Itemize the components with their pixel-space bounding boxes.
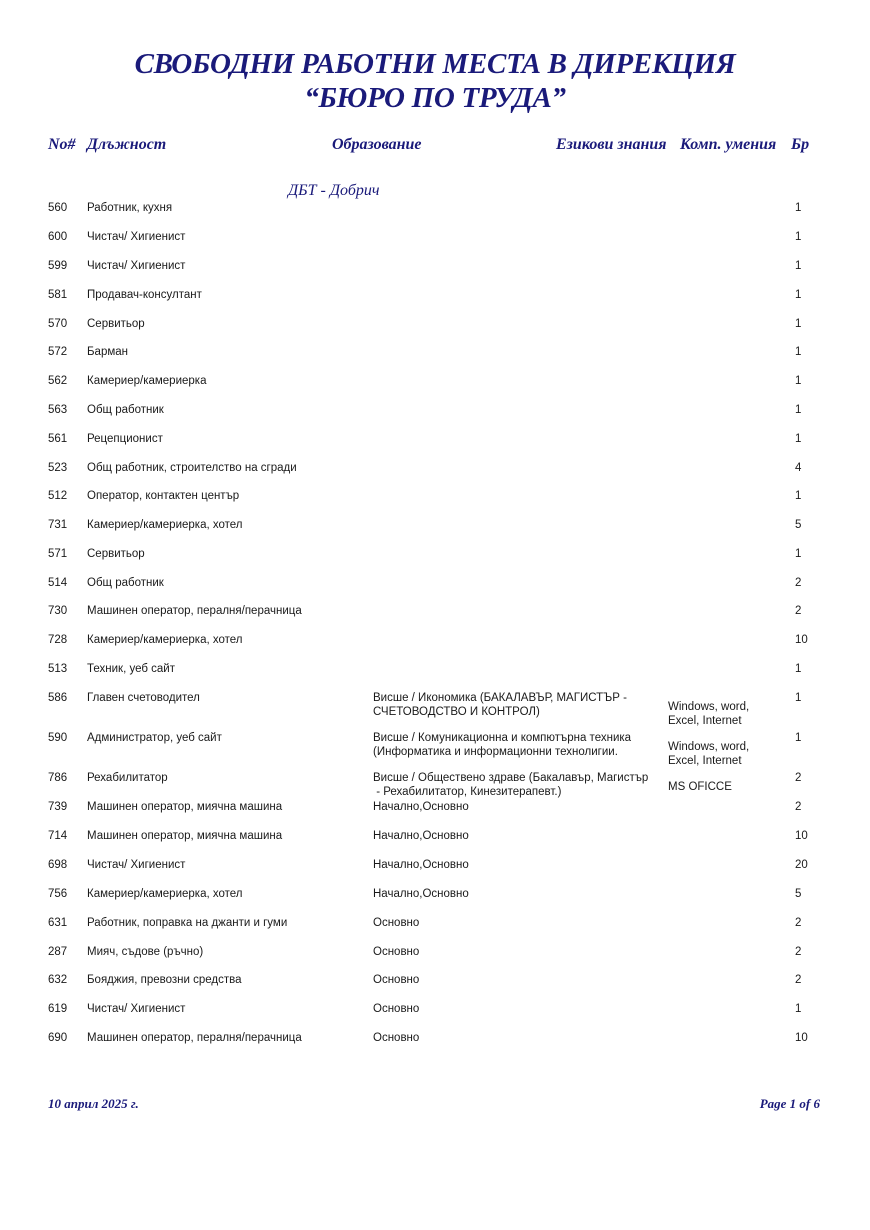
row-position: Бояджия, превозни средства bbox=[87, 974, 242, 986]
row-number: 590 bbox=[48, 732, 68, 744]
row-number: 572 bbox=[48, 346, 68, 358]
row-position: Машинен оператор, пералня/перачница bbox=[87, 605, 302, 617]
row-education: Начално,Основно bbox=[373, 830, 469, 842]
row-count: 1 bbox=[795, 375, 802, 387]
column-header-count: Бр bbox=[791, 136, 810, 153]
row-education: Висше / Икономика (БАКАЛАВЪР, МАГИСТЪР - СЧЕТОВОДСТВО И КОНТРОЛ) bbox=[373, 692, 627, 718]
column-header-position: Длъжност bbox=[87, 136, 167, 153]
row-count: 1 bbox=[795, 732, 802, 744]
row-position: Рецепционист bbox=[87, 433, 163, 445]
row-education: Основно bbox=[373, 917, 420, 929]
row-count: 1 bbox=[795, 692, 802, 704]
row-position: Общ работник bbox=[87, 404, 164, 416]
column-header-computer: Комп. умения bbox=[680, 136, 777, 153]
row-position: Работник, кухня bbox=[87, 202, 173, 214]
row-education: Основно bbox=[373, 946, 420, 958]
row-position: Чистач/ Хигиенист bbox=[87, 231, 186, 243]
row-count: 20 bbox=[795, 859, 808, 871]
row-number: 600 bbox=[48, 231, 68, 243]
row-number: 513 bbox=[48, 663, 68, 675]
row-education: Начално,Основно bbox=[373, 888, 469, 900]
document-title-line-1: СВОБОДНИ РАБОТНИ МЕСТА В ДИРЕКЦИЯ bbox=[134, 48, 736, 80]
document-title-line-2: “БЮРО ПО ТРУДА” bbox=[304, 82, 566, 114]
row-count: 1 bbox=[795, 318, 802, 330]
row-count: 1 bbox=[795, 1003, 802, 1015]
row-number: 739 bbox=[48, 801, 68, 813]
row-count: 10 bbox=[795, 634, 808, 646]
row-count: 1 bbox=[795, 404, 802, 416]
section-heading: ДБТ - Добрич bbox=[288, 182, 380, 199]
row-number: 523 bbox=[48, 462, 68, 474]
row-position: Продавач-консултант bbox=[87, 289, 202, 301]
footer-date: 10 април 2025 г. bbox=[48, 1096, 139, 1111]
row-count: 1 bbox=[795, 663, 802, 675]
row-position: Сервитьор bbox=[87, 318, 145, 330]
row-number: 512 bbox=[48, 490, 68, 502]
row-number: 728 bbox=[48, 634, 68, 646]
row-position: Камериер/камериерка, хотел bbox=[87, 634, 243, 646]
row-position: Чистач/ Хигиенист bbox=[87, 859, 186, 871]
row-position: Техник, уеб сайт bbox=[87, 663, 175, 675]
column-header-no: No# bbox=[48, 136, 76, 153]
row-computer-skills: Windows, word, Excel, Internet bbox=[668, 741, 750, 767]
row-count: 1 bbox=[795, 231, 802, 243]
row-count: 2 bbox=[795, 772, 802, 784]
row-position: Мияч, съдове (ръчно) bbox=[87, 946, 204, 958]
row-number: 619 bbox=[48, 1003, 68, 1015]
row-education: Начално,Основно bbox=[373, 859, 469, 871]
row-position: Машинен оператор, миячна машина bbox=[87, 801, 283, 813]
row-count: 5 bbox=[795, 519, 802, 531]
row-count: 5 bbox=[795, 888, 802, 900]
row-position: Оператор, контактен център bbox=[87, 490, 240, 502]
column-header-education: Образование bbox=[332, 136, 422, 153]
row-count: 10 bbox=[795, 830, 808, 842]
row-position: Рехабилитатор bbox=[87, 772, 168, 784]
row-count: 2 bbox=[795, 946, 802, 958]
row-count: 2 bbox=[795, 974, 802, 986]
row-position: Администратор, уеб сайт bbox=[87, 732, 222, 744]
footer-page-number: Page 1 of 6 bbox=[759, 1096, 820, 1111]
row-computer-skills: Windows, word, Excel, Internet bbox=[668, 701, 750, 727]
row-count: 1 bbox=[795, 202, 802, 214]
row-number: 562 bbox=[48, 375, 68, 387]
row-number: 690 bbox=[48, 1032, 68, 1044]
row-position: Общ работник bbox=[87, 577, 164, 589]
row-count: 2 bbox=[795, 801, 802, 813]
row-number: 730 bbox=[48, 605, 68, 617]
row-number: 571 bbox=[48, 548, 68, 560]
row-count: 2 bbox=[795, 917, 802, 929]
row-number: 786 bbox=[48, 772, 68, 784]
row-count: 1 bbox=[795, 289, 802, 301]
row-position: Камериер/камериерка, хотел bbox=[87, 519, 243, 531]
row-position: Барман bbox=[87, 346, 128, 358]
row-position: Главен счетоводител bbox=[87, 692, 200, 704]
row-count: 1 bbox=[795, 490, 802, 502]
row-number: 563 bbox=[48, 404, 68, 416]
row-position: Работник, поправка на джанти и гуми bbox=[87, 917, 288, 929]
row-number: 514 bbox=[48, 577, 68, 589]
row-number: 756 bbox=[48, 888, 68, 900]
row-count: 10 bbox=[795, 1032, 808, 1044]
row-position: Сервитьор bbox=[87, 548, 145, 560]
row-number: 731 bbox=[48, 519, 68, 531]
row-number: 287 bbox=[48, 946, 68, 958]
row-position: Чистач/ Хигиенист bbox=[87, 1003, 186, 1015]
row-number: 599 bbox=[48, 260, 68, 272]
row-count: 1 bbox=[795, 260, 802, 272]
row-position: Машинен оператор, миячна машина bbox=[87, 830, 283, 842]
row-position: Общ работник, строителство на сгради bbox=[87, 462, 297, 474]
row-education: Основно bbox=[373, 1032, 420, 1044]
row-education: Начално,Основно bbox=[373, 801, 469, 813]
row-count: 4 bbox=[795, 462, 802, 474]
row-number: 581 bbox=[48, 289, 68, 301]
row-position: Машинен оператор, пералня/перачница bbox=[87, 1032, 302, 1044]
row-count: 2 bbox=[795, 605, 802, 617]
row-education: Основно bbox=[373, 1003, 420, 1015]
row-number: 631 bbox=[48, 917, 68, 929]
row-number: 561 bbox=[48, 433, 68, 445]
row-number: 714 bbox=[48, 830, 68, 842]
row-education: Основно bbox=[373, 974, 420, 986]
row-count: 1 bbox=[795, 433, 802, 445]
row-position: Камериер/камериерка, хотел bbox=[87, 888, 243, 900]
row-number: 570 bbox=[48, 318, 68, 330]
row-number: 632 bbox=[48, 974, 68, 986]
row-position: Чистач/ Хигиенист bbox=[87, 260, 186, 272]
row-number: 698 bbox=[48, 859, 68, 871]
row-education: Висше / Комуникационна и компютърна техника (Информатика и информационни технолигии. bbox=[373, 732, 632, 758]
row-number: 560 bbox=[48, 202, 68, 214]
row-number: 586 bbox=[48, 692, 68, 704]
row-count: 2 bbox=[795, 577, 802, 589]
row-education: Висше / Обществено здраве (Бакалавър, Магистър - Рехабилитатор, Кинезитерапевт.) bbox=[373, 772, 649, 798]
row-count: 1 bbox=[795, 346, 802, 358]
row-position: Камериер/камериерка bbox=[87, 375, 207, 387]
column-header-languages: Езикови знания bbox=[556, 136, 667, 153]
row-count: 1 bbox=[795, 548, 802, 560]
row-computer-skills: MS OFICCE bbox=[668, 781, 732, 793]
